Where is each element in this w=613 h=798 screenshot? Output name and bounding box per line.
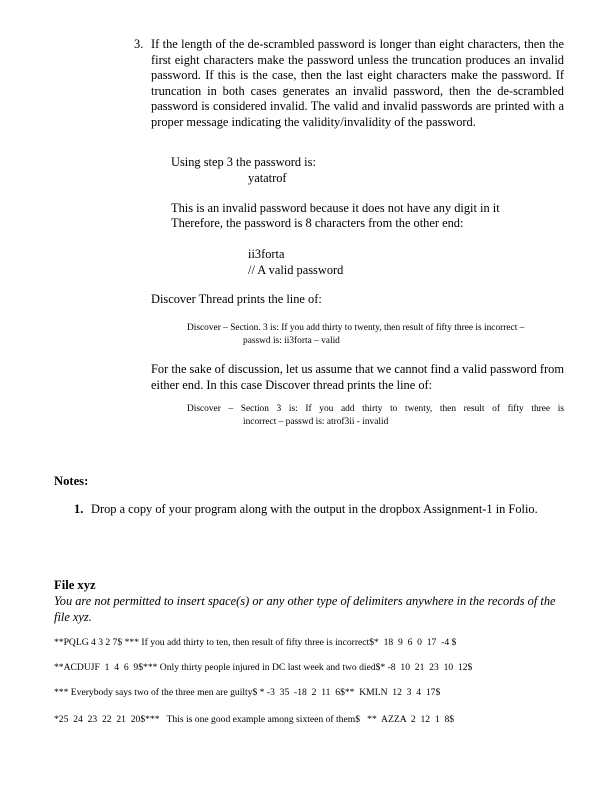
- notes-item-number: 1.: [74, 502, 84, 516]
- file-instruction: You are not permitted to insert space(s) or any other type of delimiters anywhere in the records of the file xyz.: [54, 594, 556, 624]
- discover-output-line-1: Discover – Section. 3 is: If you add thirty to twenty, then result of fifty three is incorrect –: [187, 323, 525, 333]
- file-record: **ACDUJF 1 4 6 9$*** Only thirty people injured in DC last week and two died$* -8 10 21 23 10 12$: [54, 662, 473, 673]
- other-end-explanation: Therefore, the password is 8 characters from the other end:: [171, 216, 464, 230]
- discover-intro: Discover Thread prints the line of:: [151, 292, 322, 306]
- discover-output-line-2: passwd is: ii3forta – valid: [243, 336, 340, 346]
- file-heading: File xyz: [54, 578, 96, 592]
- discussion-paragraph: For the sake of discussion, let us assume that we cannot find a valid password from either end. In this case Discover thread prints the line of:: [151, 362, 564, 392]
- valid-password-comment: // A valid password: [248, 263, 344, 277]
- list-item-3: [134, 37, 564, 131]
- step-label: Using step 3 the password is:: [171, 155, 316, 169]
- notes-item-1: [74, 502, 564, 518]
- file-record: *25 24 23 22 21 20$*** This is one good example among sixteen of them$ ** AZZA 2 12 1 8$: [54, 714, 455, 725]
- scrambled-password: yatatrof: [248, 171, 287, 185]
- file-record: *** Everybody says two of the three men are guilty$ * -3 35 -18 2 11 6$** KMLN 12 3 4 17$: [54, 687, 441, 698]
- valid-password: ii3forta: [248, 247, 285, 261]
- invalid-output-line-2: incorrect – passwd is: atrof3ii - invalid: [243, 417, 389, 427]
- invalid-output-line-1: Discover – Section 3 is: If you add thirty to twenty, then result of fifty three is: [187, 404, 564, 414]
- notes-item-text: Drop a copy of your program along with the output in the dropbox Assignment-1 in Folio.: [91, 502, 538, 516]
- list-number: 3.: [134, 37, 144, 51]
- invalid-explanation: This is an invalid password because it does not have any digit in it: [171, 201, 500, 215]
- list-item-text: If the length of the de-scrambled password is longer than eight characters, then the first eight characters make the password unless the truncation produces an invalid password. If this is the case, then the last eight characters make the password. If truncation in both cases generates an invalid password, then the de-scrambled password is considered invalid. The valid and invalid passwords are printed with a proper message indicating the validity/invalidity of the password.: [151, 37, 564, 129]
- file-record: **PQLG 4 3 2 7$ *** If you add thirty to ten, then result of fifty three is incorrect$* 18 9 6 0 17 -4 $: [54, 637, 457, 648]
- notes-heading: Notes:: [54, 474, 89, 488]
